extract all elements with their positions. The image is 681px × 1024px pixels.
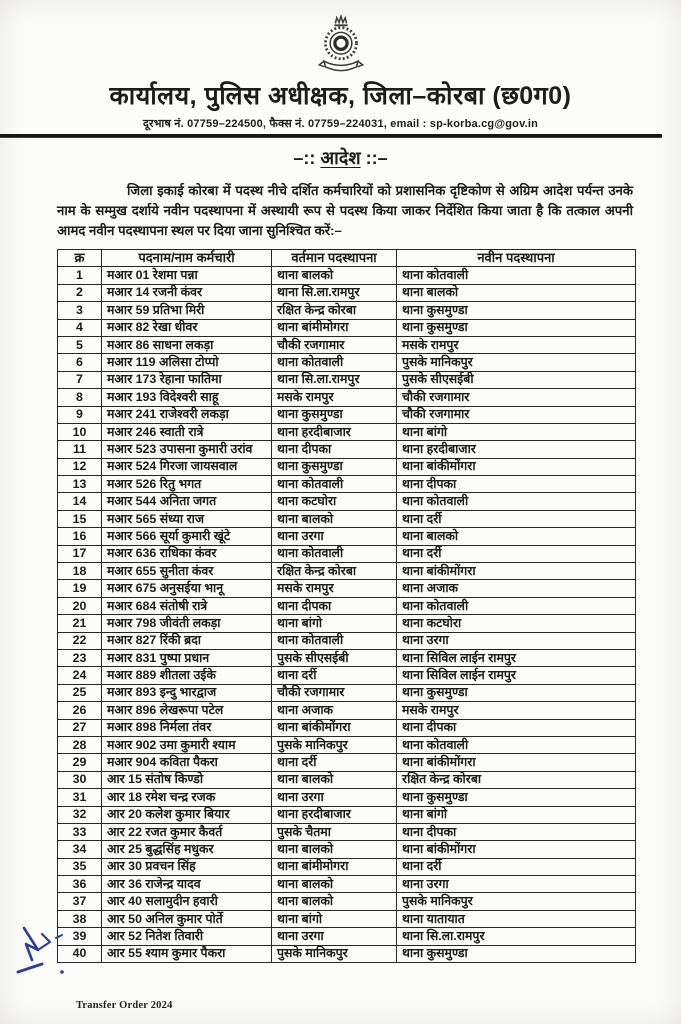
current-posting: थाना कोतवाली <box>272 632 397 649</box>
row-serial: 40 <box>58 945 102 962</box>
employee-name: मआर 896 लेखरूपा पटेल <box>102 702 272 719</box>
letterhead-divider <box>0 134 662 138</box>
employee-name: आर 15 संतोष किण्डो <box>102 771 272 788</box>
employee-name: मआर 523 उपासना कुमारी उरांव <box>102 441 272 458</box>
employee-name: मआर 655 सुनीता कंवर <box>102 563 272 580</box>
order-heading-suffix: ::– <box>360 148 388 168</box>
employee-name: मआर 14 रजनी कंवर <box>102 284 272 301</box>
table-row <box>58 371 636 388</box>
table-row <box>58 493 636 510</box>
current-posting: थाना सि.ला.रामपुर <box>272 371 397 388</box>
row-serial: 37 <box>58 893 102 910</box>
current-posting: थाना बांगो <box>272 615 397 632</box>
table-row <box>58 667 636 684</box>
table-row <box>58 354 636 371</box>
employee-name: मआर 01 रेशमा पन्ना <box>102 267 272 284</box>
new-posting: थाना दर्री <box>397 545 636 562</box>
current-posting: थाना उरगा <box>272 528 397 545</box>
new-posting: थाना बालको <box>397 284 636 301</box>
current-posting: थाना अजाक <box>272 702 397 719</box>
new-posting: थाना कोतवाली <box>397 597 636 614</box>
table-row <box>58 284 636 301</box>
current-posting: थाना दर्री <box>272 754 397 771</box>
order-heading <box>0 146 681 170</box>
row-serial: 39 <box>58 928 102 945</box>
row-serial: 21 <box>58 615 102 632</box>
row-serial: 34 <box>58 841 102 858</box>
table-header-row <box>58 250 636 267</box>
table-row <box>58 423 636 440</box>
row-serial: 15 <box>58 510 102 527</box>
new-posting: चौकी रजगामार <box>397 406 636 423</box>
row-serial: 8 <box>58 389 102 406</box>
employee-name: आर 20 कलेश कुमार बियार <box>102 806 272 823</box>
table-row <box>58 476 636 493</box>
row-serial: 29 <box>58 754 102 771</box>
new-posting: थाना कोतवाली <box>397 736 636 753</box>
table-row <box>58 267 636 284</box>
new-posting: थाना कुसमुण्डा <box>397 945 636 962</box>
employee-name: मआर 898 निर्मला तंवर <box>102 719 272 736</box>
new-posting: थाना कुसमुण्डा <box>397 684 636 701</box>
new-posting: थाना सि.ला.रामपुर <box>397 928 636 945</box>
new-posting: थाना बांगो <box>397 423 636 440</box>
table-row <box>58 823 636 840</box>
current-posting: पुसके मानिकपुर <box>272 945 397 962</box>
new-posting: थाना कोतवाली <box>397 493 636 510</box>
employee-name: मआर 82 रेखा धीवर <box>102 319 272 336</box>
table-row <box>58 632 636 649</box>
table-row <box>58 615 636 632</box>
new-posting: पुसके मानिकपुर <box>397 354 636 371</box>
table-row <box>58 510 636 527</box>
current-posting: थाना कोतवाली <box>272 545 397 562</box>
employee-name: आर 18 रमेश चन्द्र रजक <box>102 789 272 806</box>
row-serial: 38 <box>58 910 102 927</box>
new-posting: थाना कटघोरा <box>397 615 636 632</box>
table-row <box>58 528 636 545</box>
order-heading-word: आदेश <box>320 148 361 168</box>
table-row <box>58 858 636 875</box>
row-serial: 35 <box>58 858 102 875</box>
current-posting: थाना बालको <box>272 267 397 284</box>
header-current-posting: वर्तमान पदस्थापना <box>272 250 397 267</box>
current-posting: थाना बालको <box>272 893 397 910</box>
table-row <box>58 841 636 858</box>
row-serial: 11 <box>58 441 102 458</box>
current-posting: पुसके चैतमा <box>272 823 397 840</box>
new-posting: थाना हरदीबाजार <box>397 441 636 458</box>
order-body-paragraph: जिला इकाई कोरबा में पदस्थ नीचे दर्शित कर्मचारियों को प्रशासनिक दृष्टिकोण से अग्रिम आदेश पर्यन्त उनके नाम के सम्मुख दर्शाये नवीन पदस्थापना में अस्थायी रूप से पदस्थ किया जाकर निर्देशित किया जाता है कि तत्काल अपनी आमद नवीन पदस्थापना स्थल पर दिया जाना सुनिश्चित करें:– <box>57 183 633 238</box>
row-serial: 19 <box>58 580 102 597</box>
table-body <box>58 267 636 963</box>
new-posting: थाना कुसमुण्डा <box>397 319 636 336</box>
employee-name: मआर 193 विदेश्वरी साहू <box>102 389 272 406</box>
new-posting: पुसके सीएसईबी <box>397 371 636 388</box>
current-posting: थाना कोतवाली <box>272 354 397 371</box>
row-serial: 27 <box>58 719 102 736</box>
current-posting: थाना कुसमुण्डा <box>272 458 397 475</box>
table-row <box>58 736 636 753</box>
row-serial: 28 <box>58 736 102 753</box>
header-serial: क्र <box>58 250 102 267</box>
table-row <box>58 336 636 353</box>
new-posting: थाना बांकीमोंगरा <box>397 563 636 580</box>
current-posting: थाना कुसमुण्डा <box>272 406 397 423</box>
footer-note: Transfer Order 2024 <box>76 1000 173 1011</box>
row-serial: 33 <box>58 823 102 840</box>
row-serial: 3 <box>58 302 102 319</box>
current-posting: थाना बांमीमोगरा <box>272 319 397 336</box>
new-posting: थाना बालको <box>397 528 636 545</box>
current-posting: थाना दर्री <box>272 667 397 684</box>
table-row <box>58 302 636 319</box>
new-posting: थाना दर्री <box>397 510 636 527</box>
employee-name: मआर 565 संध्या राज <box>102 510 272 527</box>
current-posting: मसके रामपुर <box>272 389 397 406</box>
table-row <box>58 754 636 771</box>
current-posting: थाना बालको <box>272 771 397 788</box>
employee-name: मआर 684 संतोषी रात्रे <box>102 597 272 614</box>
employee-name: मआर 119 अलिसा टोप्पो <box>102 354 272 371</box>
employee-name: आर 36 राजेन्द्र यादव <box>102 876 272 893</box>
new-posting: थाना दीपका <box>397 719 636 736</box>
transfer-table <box>57 249 636 963</box>
table-row <box>58 876 636 893</box>
table-row <box>58 597 636 614</box>
table-row <box>58 684 636 701</box>
table-row <box>58 719 636 736</box>
row-serial: 16 <box>58 528 102 545</box>
contact-line: दूरभाष नं. 07759–224500, फैक्स नं. 07759–224031, email : sp-korba.cg@gov.in <box>142 118 539 130</box>
table-row <box>58 702 636 719</box>
row-serial: 4 <box>58 319 102 336</box>
current-posting: थाना उरगा <box>272 789 397 806</box>
table-row <box>58 945 636 962</box>
current-posting: मसके रामपुर <box>272 580 397 597</box>
current-posting: थाना बांगो <box>272 910 397 927</box>
current-posting: थाना बालको <box>272 841 397 858</box>
employee-name: मआर 889 शीतला उईके <box>102 667 272 684</box>
row-serial: 22 <box>58 632 102 649</box>
new-posting: थाना दीपका <box>397 476 636 493</box>
new-posting: मसके रामपुर <box>397 702 636 719</box>
employee-name: आर 25 बुद्धसिंह मधुकर <box>102 841 272 858</box>
table-row <box>58 319 636 336</box>
row-serial: 10 <box>58 423 102 440</box>
current-posting: थाना बांकीमोंगरा <box>272 719 397 736</box>
header-employee-name: पदनाम/नाम कर्मचारी <box>102 250 272 267</box>
current-posting: थाना कोतवाली <box>272 476 397 493</box>
row-serial: 13 <box>58 476 102 493</box>
new-posting: थाना यातायात <box>397 910 636 927</box>
new-posting: थाना अजाक <box>397 580 636 597</box>
table-row <box>58 806 636 823</box>
new-posting: थाना सिविल लाईन रामपुर <box>397 649 636 666</box>
signature-ink-mark <box>12 920 68 986</box>
employee-name: मआर 902 उमा कुमारी श्याम <box>102 736 272 753</box>
current-posting: थाना कटघोरा <box>272 493 397 510</box>
employee-name: मआर 86 साधना लकड़ा <box>102 336 272 353</box>
row-serial: 6 <box>58 354 102 371</box>
table-row <box>58 910 636 927</box>
table-row <box>58 389 636 406</box>
row-serial: 5 <box>58 336 102 353</box>
employee-name: मआर 526 रितु भगत <box>102 476 272 493</box>
current-posting: पुसके मानिकपुर <box>272 736 397 753</box>
new-posting: थाना बांकीमोंगरा <box>397 841 636 858</box>
new-posting: रक्षित केन्द्र कोरबा <box>397 771 636 788</box>
row-serial: 9 <box>58 406 102 423</box>
employee-name: मआर 798 जीवंती लकड़ा <box>102 615 272 632</box>
employee-name: आर 40 सलामुदीन हवारी <box>102 893 272 910</box>
new-posting: थाना दीपका <box>397 823 636 840</box>
employee-name: मआर 827 रिंकी ब्रदा <box>102 632 272 649</box>
new-posting: थाना बांकीमोंगरा <box>397 458 636 475</box>
row-serial: 36 <box>58 876 102 893</box>
current-posting: थाना सि.ला.रामपुर <box>272 284 397 301</box>
current-posting: थाना हरदीबाजार <box>272 806 397 823</box>
new-posting: थाना दर्री <box>397 858 636 875</box>
current-posting: पुसके सीएसईबी <box>272 649 397 666</box>
current-posting: थाना उरगा <box>272 928 397 945</box>
row-serial: 17 <box>58 545 102 562</box>
current-posting: थाना दीपका <box>272 441 397 458</box>
table-row <box>58 406 636 423</box>
new-posting: थाना कोतवाली <box>397 267 636 284</box>
table-row <box>58 545 636 562</box>
employee-name: आर 50 अनिल कुमार पोर्ते <box>102 910 272 927</box>
header-new-posting: नवीन पदस्थापना <box>397 250 636 267</box>
current-posting: चौकी रजगामार <box>272 336 397 353</box>
row-serial: 26 <box>58 702 102 719</box>
new-posting: थाना उरगा <box>397 876 636 893</box>
row-serial: 18 <box>58 563 102 580</box>
row-serial: 24 <box>58 667 102 684</box>
current-posting: चौकी रजगामार <box>272 684 397 701</box>
order-heading-prefix: –:: <box>293 148 321 168</box>
table-row <box>58 580 636 597</box>
employee-name: मआर 544 अनिता जगत <box>102 493 272 510</box>
row-serial: 25 <box>58 684 102 701</box>
employee-name: मआर 893 इन्दु भारद्वाज <box>102 684 272 701</box>
current-posting: थाना बालको <box>272 876 397 893</box>
table-row <box>58 771 636 788</box>
current-posting: रक्षित केन्द्र कोरबा <box>272 563 397 580</box>
table-row <box>58 649 636 666</box>
current-posting: थाना हरदीबाजार <box>272 423 397 440</box>
new-posting: थाना बांगो <box>397 806 636 823</box>
row-serial: 7 <box>58 371 102 388</box>
row-serial: 2 <box>58 284 102 301</box>
new-posting: थाना कुसमुण्डा <box>397 302 636 319</box>
employee-name: मआर 831 पुष्पा प्रधान <box>102 649 272 666</box>
table-row <box>58 458 636 475</box>
new-posting: थाना उरगा <box>397 632 636 649</box>
employee-name: मआर 566 सूर्या कुमारी खूंटे <box>102 528 272 545</box>
employee-name: मआर 524 गिरजा जायसवाल <box>102 458 272 475</box>
employee-name: आर 55 श्याम कुमार पैकरा <box>102 945 272 962</box>
employee-name: मआर 246 स्वाती रात्रे <box>102 423 272 440</box>
table-row <box>58 563 636 580</box>
row-serial: 32 <box>58 806 102 823</box>
current-posting: थाना दीपका <box>272 597 397 614</box>
table-row <box>58 789 636 806</box>
row-serial: 12 <box>58 458 102 475</box>
employee-name: मआर 173 रेहाना फातिमा <box>102 371 272 388</box>
employee-name: मआर 904 कविता पैकरा <box>102 754 272 771</box>
row-serial: 31 <box>58 789 102 806</box>
current-posting: थाना बांमीमोगरा <box>272 858 397 875</box>
new-posting: मसके रामपुर <box>397 336 636 353</box>
employee-name: मआर 636 राधिका कंवर <box>102 545 272 562</box>
row-serial: 30 <box>58 771 102 788</box>
row-serial: 23 <box>58 649 102 666</box>
new-posting: थाना सिविल लाईन रामपुर <box>397 667 636 684</box>
employee-name: मआर 241 राजेश्वरी लकड़ा <box>102 406 272 423</box>
employee-name: मआर 675 अनुसईया भानू <box>102 580 272 597</box>
police-emblem-icon <box>312 14 370 80</box>
new-posting: चौकी रजगामार <box>397 389 636 406</box>
employee-name: आर 52 नितेश तिवारी <box>102 928 272 945</box>
employee-name: आर 30 प्रवचन सिंह <box>102 858 272 875</box>
row-serial: 14 <box>58 493 102 510</box>
current-posting: थाना बालको <box>272 510 397 527</box>
row-serial: 1 <box>58 267 102 284</box>
employee-name: मआर 59 प्रतिभा मिरी <box>102 302 272 319</box>
table-row <box>58 893 636 910</box>
new-posting: पुसके मानिकपुर <box>397 893 636 910</box>
employee-name: आर 22 रजत कुमार कैवर्त <box>102 823 272 840</box>
row-serial: 20 <box>58 597 102 614</box>
new-posting: थाना कुसमुण्डा <box>397 789 636 806</box>
table-row <box>58 928 636 945</box>
office-title: कार्यालय, पुलिस अधीक्षक, जिला–कोरबा (छ0ग0) <box>109 82 572 110</box>
table-row <box>58 441 636 458</box>
current-posting: रक्षित केन्द्र कोरबा <box>272 302 397 319</box>
new-posting: थाना बांकीमोंगरा <box>397 754 636 771</box>
